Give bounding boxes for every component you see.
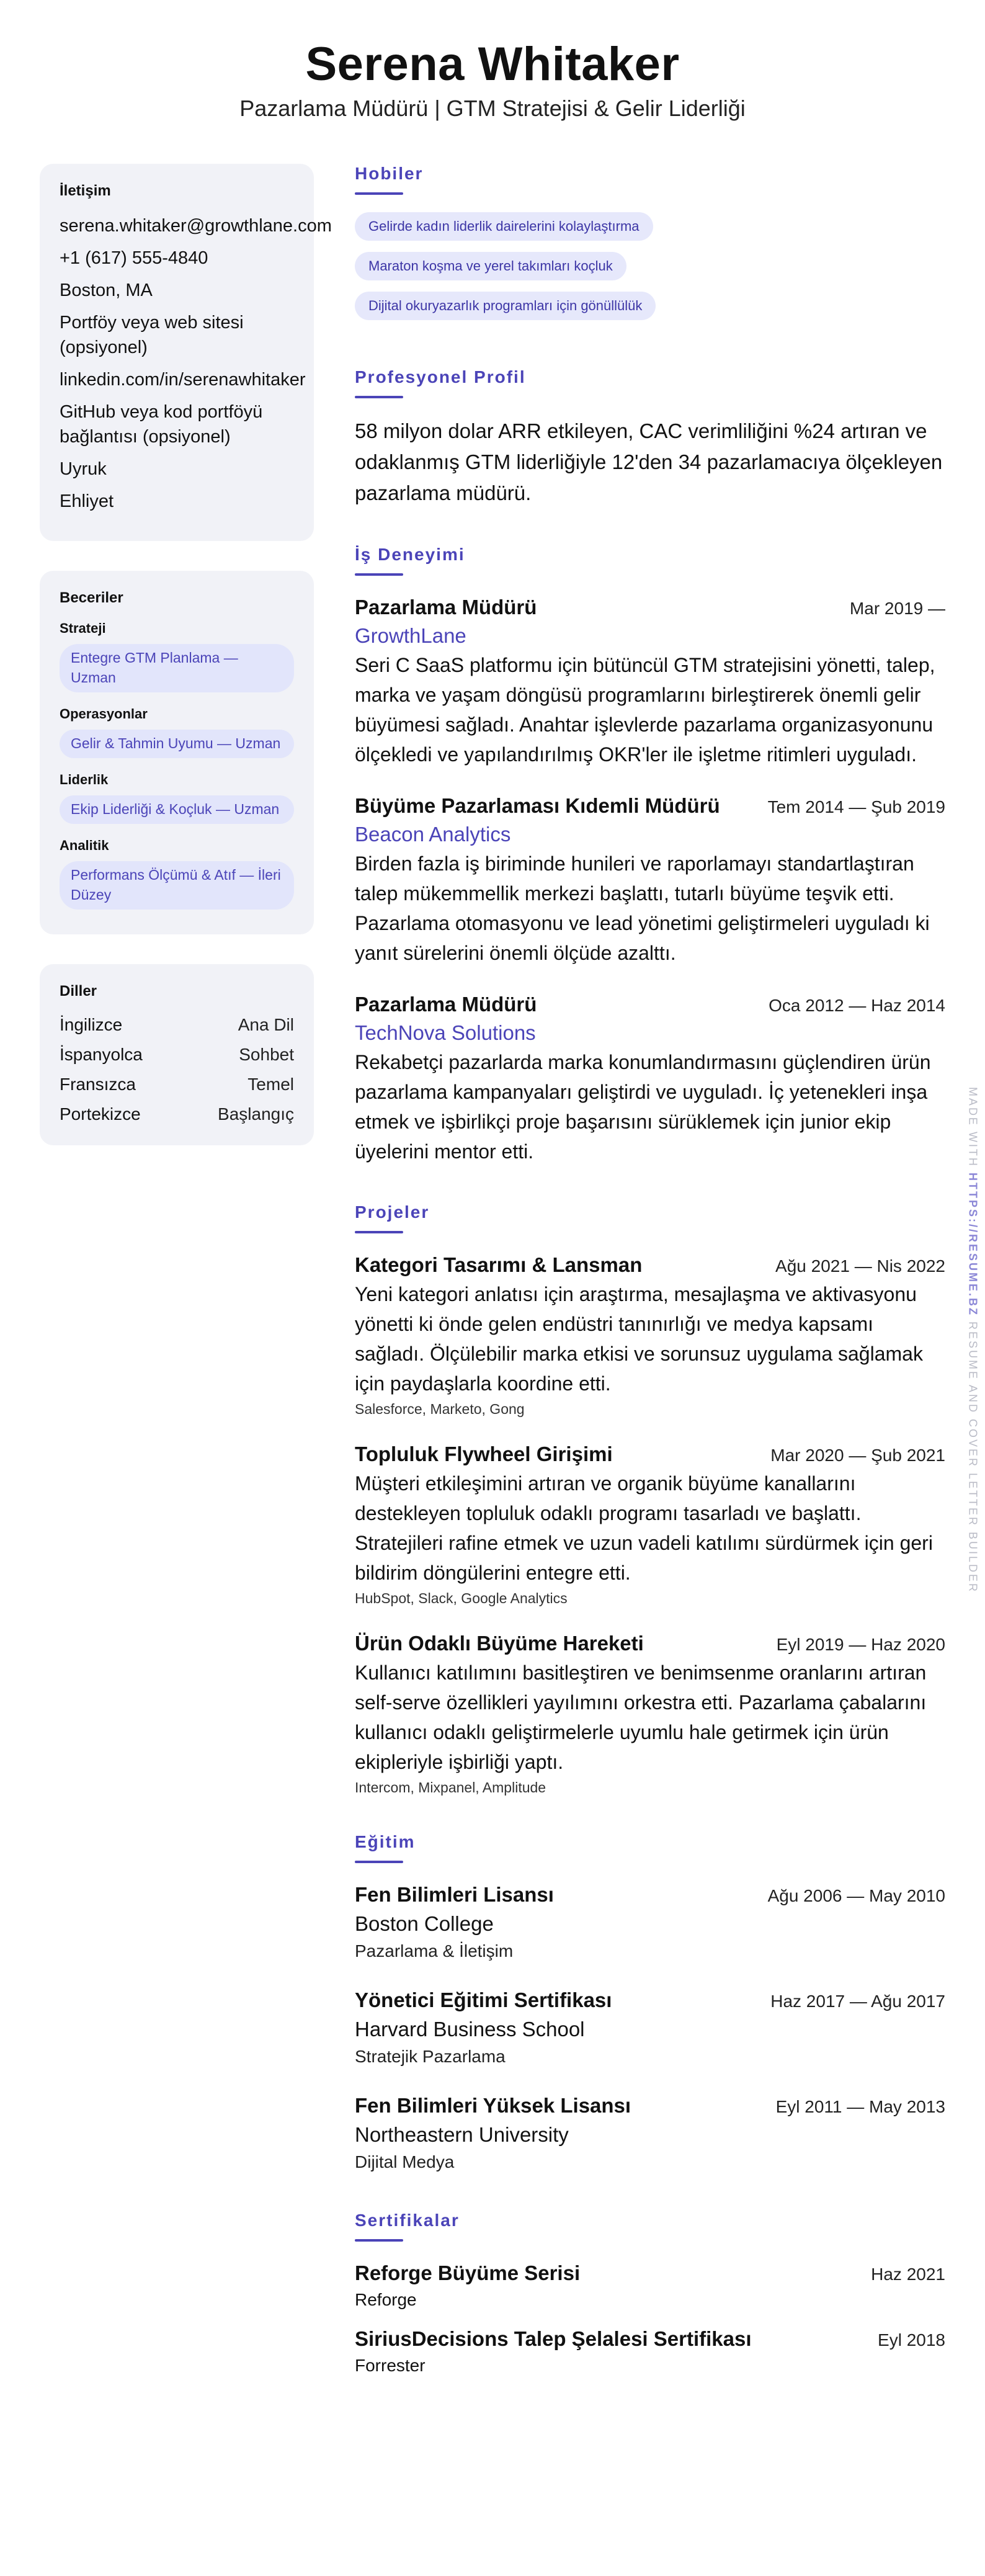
section-divider [355,192,403,195]
project-description: Kullanıcı katılımını basitleştiren ve benimsenme oranlarını artıran self-serve özellikleri yayılımını orkestra etti. Pazarlama çabalarını kullanıcı odaklı geliştirmelerle uyumlu hale getirmek için ürün ekipleriyle işbirliği yaptı. [355,1661,927,1773]
hobby-pill: Gelirde kadın liderlik dairelerini kolaylaştırma [355,212,653,241]
education-date: Haz 2017 — Ağu 2017 [770,1992,945,2011]
education-entry [355,1881,945,1964]
skill-pill: Ekip Liderliği & Koçluk — Uzman [60,795,294,824]
certificate-issuer: Forrester [355,2356,426,2375]
contact-github[interactable]: GitHub veya kod portföyü bağlantısı (opsiyonel) [60,402,263,447]
profile-section [355,367,945,509]
education-field: Pazarlama & İletişim [355,1941,514,1961]
language-level: Başlangıç [218,1104,294,1124]
contact-email[interactable]: serena.whitaker@growthlane.com [60,216,332,236]
section-divider [355,1231,403,1233]
project-tools: HubSpot, Slack, Google Analytics [355,1590,568,1606]
languages-card [40,964,314,1145]
job-title: Pazarlama Müdürü [355,596,537,619]
education-date: Eyl 2011 — May 2013 [775,2097,945,2116]
language-level: Sohbet [239,1045,294,1064]
language-level: Temel [247,1075,294,1094]
watermark-prefix: MADE WITH [966,1086,979,1168]
language-name: Portekizce [60,1104,141,1124]
certificate-name: Reforge Büyüme Serisi [355,2261,581,2284]
certificate-entry [355,2325,945,2378]
section-divider [355,1861,403,1863]
education-date: Ağu 2006 — May 2010 [767,1886,945,1905]
degree-title: Fen Bilimleri Lisansı [355,1883,554,1906]
contact-license: Ehliyet [60,491,114,511]
contact-linkedin[interactable]: linkedin.com/in/serenawhitaker [60,370,306,390]
contact-portfolio[interactable]: Portföy veya web sitesi (opsiyonel) [60,313,244,357]
experience-entry [355,792,945,968]
project-title: Ürün Odaklı Büyüme Hareketi [355,1632,644,1655]
skill-group [60,620,294,692]
institution-name: Northeastern University [355,2123,569,2146]
certificates-section [355,2211,945,2378]
job-date: Tem 2014 — Şub 2019 [767,797,945,816]
certificate-entry [355,2259,945,2312]
skill-group [60,772,294,824]
project-date: Ağu 2021 — Nis 2022 [775,1256,945,1276]
skill-pill: Performans Ölçümü & Atıf — İleri Düzey [60,861,294,910]
skills-card [40,571,314,934]
project-date: Mar 2020 — Şub 2021 [770,1446,945,1465]
section-divider [355,2239,403,2242]
experience-section [355,545,945,1166]
experience-entry [355,593,945,769]
section-title: Sertifikalar [355,2211,460,2230]
hobby-pill: Dijital okuryazarlık programları için gönüllülük [355,292,656,320]
job-description: Seri C SaaS platformu için bütüncül GTM stratejisini yönetti, talep, marka ve yaşam döngüsü programlarını birleştirerek önemli gelir büyümesi sağladı. Anahtar işlevlerde pazarlama organizasyonunu ölçekledi ve yapılandırılmış OKR'ler ile işletme ritimleri uyguladı. [355,654,935,766]
hobby-pill: Maraton koşma ve yerel takımları koçluk [355,252,626,280]
project-title: Kategori Tasarımı & Lansman [355,1253,643,1276]
watermark-link[interactable]: HTTPS://RESUME.BZ [966,1172,979,1317]
section-title: Projeler [355,1202,430,1222]
contact-nationality: Uyruk [60,459,107,479]
institution-name: Boston College [355,1912,494,1935]
experience-entry [355,990,945,1166]
section-divider [355,573,403,576]
section-title: İş Deneyimi [355,545,465,564]
company-name: TechNova Solutions [355,1021,536,1044]
certificate-date: Haz 2021 [871,2265,945,2284]
language-row [60,1044,294,1066]
profile-text: 58 milyon dolar ARR etkileyen, CAC verimliliğini %24 artıran ve odaklanmış GTM liderliğiyle 12'den 34 pazarlamacıya ölçekleyen pazarlama müdürü. [355,419,943,504]
projects-section [355,1202,945,1796]
skill-group-title: Operasyonlar [60,706,148,722]
section-divider [355,396,403,398]
certificate-name: SiriusDecisions Talep Şelalesi Sertifikası [355,2327,752,2350]
contact-location: Boston, MA [60,280,153,300]
education-entry [355,1986,945,2069]
languages-title: Diller [60,983,97,1000]
person-name: Serena Whitaker [305,38,680,91]
job-description: Birden fazla iş biriminde hunileri ve raporlamayı standartlaştıran talep mükemmellik merkezi başlattı, tutarlı büyüme teşvik etti. Pazarlama otomasyonu ve lead yönetimi geliştirmeleri uyguladı ki yanıt sürelerini önemli ölçüde azalttı. [355,852,930,964]
skill-group-title: Liderlik [60,772,109,787]
watermark-suffix: RESUME AND COVER LETTER BUILDER [966,1321,979,1594]
main-content [355,164,945,2414]
watermark [966,1087,979,1593]
company-name: GrowthLane [355,624,466,647]
contact-title: İletişim [60,182,111,199]
language-row [60,1014,294,1036]
education-section [355,1832,945,2175]
project-description: Müşteri etkileşimini artıran ve organik büyüme kanallarını destekleyen topluluk odaklı programı tasarladı ve başlattı. Stratejileri rafine etmek ve uzun vadeli katılımı sürdürmek için geri bildirim döngülerini entegre etti. [355,1472,933,1584]
job-date: Oca 2012 — Haz 2014 [769,996,945,1015]
project-description: Yeni kategori anlatısı için araştırma, mesajlaşma ve aktivasyonu yönetti ki önde gelen endüstri tanınırlığı ve medya kapsamı sağladı. Ölçülebilir marka etkisi ve sorunsuz uygulama sağlamak için paydaşlarla koordine etti. [355,1283,923,1395]
contact-phone[interactable]: +1 (617) 555-4840 [60,248,208,268]
language-row [60,1073,294,1096]
person-subtitle: Pazarlama Müdürü | GTM Stratejisi & Gelir Liderliği [239,96,746,121]
certificate-date: Eyl 2018 [878,2330,945,2350]
job-date: Mar 2019 — [849,599,945,618]
project-tools: Salesforce, Marketo, Gong [355,1401,525,1417]
skill-group-title: Analitik [60,838,109,853]
education-field: Dijital Medya [355,2152,455,2171]
language-row [60,1103,294,1125]
skill-pill: Entegre GTM Planlama — Uzman [60,644,294,692]
job-description: Rekabetçi pazarlarda marka konumlandırmasını güçlendiren ürün pazarlama kampanyaları geliştirdi ve uyguladı. İç yetenekleri inşa etmek ve işbirlikçi proje başarısını sürüklemek için junior ekip üyelerini mentor etti. [355,1051,931,1163]
section-title: Profesyonel Profil [355,367,526,387]
education-field: Stratejik Pazarlama [355,2047,506,2066]
project-date: Eyl 2019 — Haz 2020 [776,1635,945,1654]
language-name: İngilizce [60,1015,123,1034]
language-name: İspanyolca [60,1045,143,1064]
skill-group [60,838,294,910]
project-tools: Intercom, Mixpanel, Amplitude [355,1779,546,1796]
project-entry [355,1629,945,1796]
sidebar [40,164,332,1175]
company-name: Beacon Analytics [355,823,511,846]
skill-pill: Gelir & Tahmin Uyumu — Uzman [60,730,294,758]
job-title: Büyüme Pazarlaması Kıdemli Müdürü [355,794,720,817]
project-entry [355,1251,945,1418]
language-name: Fransızca [60,1075,136,1094]
education-entry [355,2091,945,2175]
section-title: Eğitim [355,1832,416,1851]
project-title: Topluluk Flywheel Girişimi [355,1442,613,1465]
section-title: Hobiler [355,164,424,183]
skills-title: Beceriler [60,589,123,606]
resume-header [0,36,985,123]
job-title: Pazarlama Müdürü [355,993,537,1016]
language-level: Ana Dil [238,1015,294,1034]
certificate-issuer: Reforge [355,2290,417,2309]
hobbies-section [355,164,945,331]
institution-name: Harvard Business School [355,2018,585,2041]
skill-group-title: Strateji [60,620,106,636]
contact-card [40,164,332,541]
degree-title: Fen Bilimleri Yüksek Lisansı [355,2094,631,2117]
project-entry [355,1440,945,1607]
degree-title: Yönetici Eğitimi Sertifikası [355,1988,612,2011]
skill-group [60,706,294,758]
